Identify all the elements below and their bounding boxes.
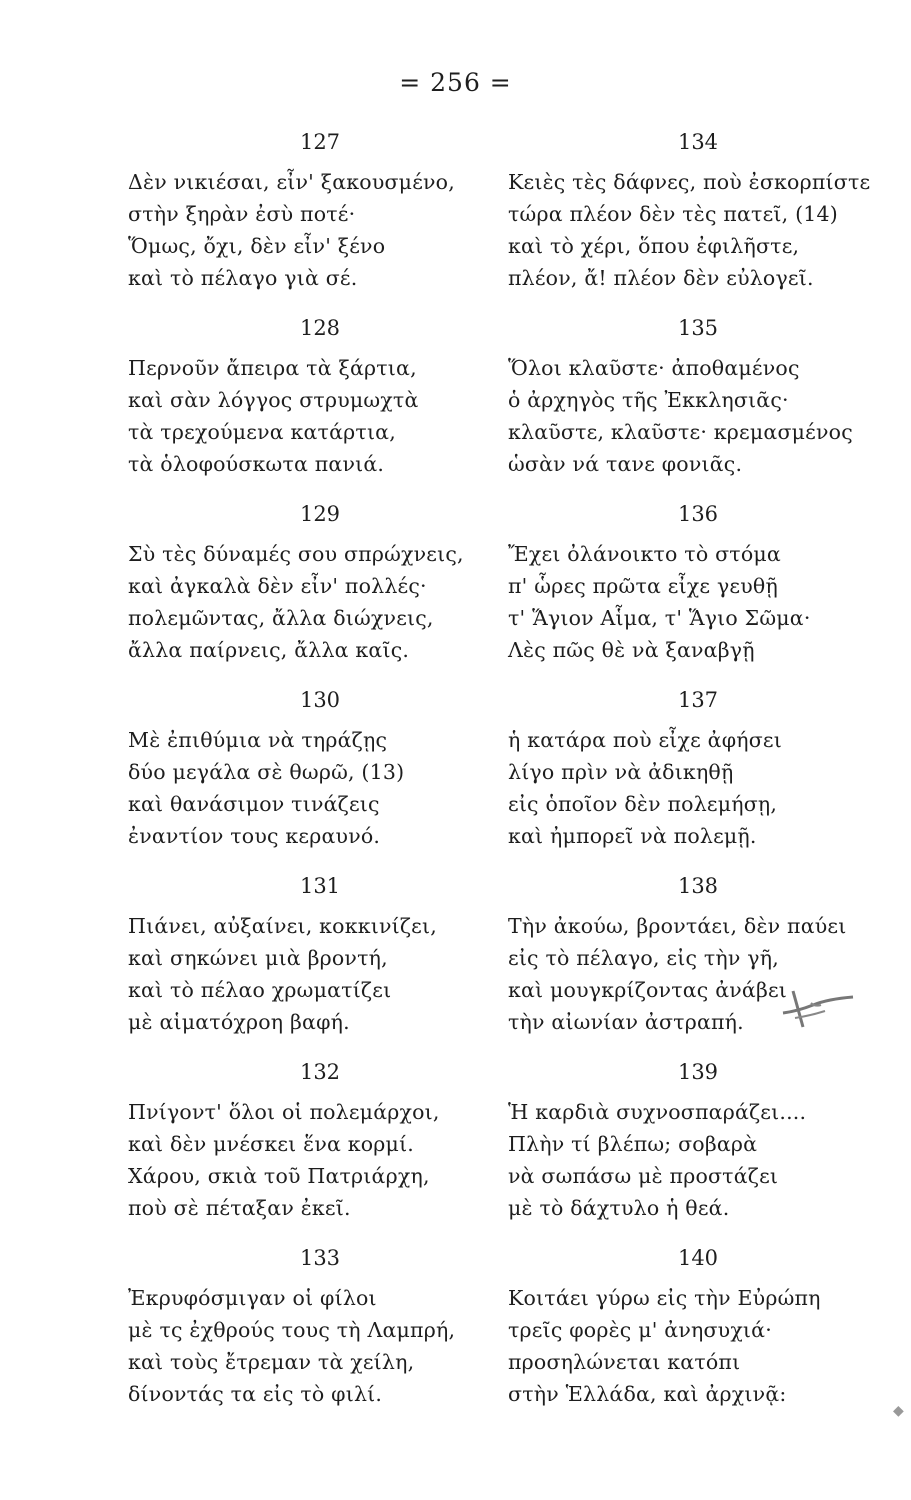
verse-line: καὶ τὸ χέρι, ὅπου ἐφιλῆστε, <box>508 234 800 258</box>
stanza <box>508 1244 888 1410</box>
verse-line: Ὅμως, ὄχι, δὲν εἶν' ξένο <box>128 234 386 258</box>
verse-line: Πιάνει, αὐξαίνει, κοκκινίζει, <box>128 914 437 938</box>
verse-line: νὰ σωπάσω μὲ προστάζει <box>508 1164 779 1188</box>
verse-line: πολεμῶντας, ἄλλα διώχνεις, <box>128 606 434 630</box>
stanza <box>508 500 888 666</box>
verse-line: ποὺ σὲ πέταξαν ἐκεῖ. <box>128 1196 351 1220</box>
stanza-number: 135 <box>677 316 719 340</box>
stanza <box>128 128 520 294</box>
verse-line: Χάρου, σκιὰ τοῦ Πατριάρχη, <box>128 1164 430 1188</box>
verse-line: τὰ τρεχούμενα κατάρτια, <box>128 420 396 444</box>
stanza-number: 139 <box>677 1060 719 1084</box>
verse-line: Πνίγοντ' ὅλοι οἱ πολεμάρχοι, <box>128 1100 440 1124</box>
stanza <box>128 1058 520 1224</box>
verse-line: καὶ τὸ πέλαγο γιὰ σέ. <box>128 266 358 290</box>
verse-line: καὶ σηκώνει μιὰ βροντή, <box>128 946 388 970</box>
stanza <box>128 686 520 852</box>
stanza <box>128 872 520 1038</box>
verse-line: καὶ τοὺς ἔτρεμαν τὰ χείλη, <box>128 1350 415 1374</box>
verse-line: ὡσὰν νά τανε φονιᾶς. <box>508 452 743 476</box>
verse-line: πλέον, ἄ! πλέον δὲν εὐλογεῖ. <box>508 266 814 290</box>
verse-line: μὲ τὸ δάχτυλο ἡ θεά. <box>508 1196 730 1220</box>
verse-line: τρεῖς φορὲς μ' ἀνησυχιά· <box>508 1318 772 1342</box>
verse-line: ὁ ἀρχηγὸς τῆς Ἐκκλησιᾶς· <box>508 388 789 412</box>
verse-line: Τὴν ἀκούω, βροντάει, δὲν παύει <box>508 914 847 938</box>
verse-line: ἐναντίον τους κεραυνό. <box>128 824 381 848</box>
stanza <box>508 314 888 480</box>
verse-line: στὴν ξηρὰν ἐσὺ ποτέ· <box>128 202 356 226</box>
stanza <box>128 500 520 666</box>
stanza-number: 131 <box>299 874 341 898</box>
stanza-number: 134 <box>677 130 719 154</box>
verse-line: καὶ σὰν λόγγος στρυμωχτὰ <box>128 388 419 412</box>
verse-line: καὶ ἀγκαλὰ δὲν εἶν' πολλές· <box>128 574 427 598</box>
verse-line: στὴν Ἑλλάδα, καὶ ἀρχινᾷ: <box>508 1382 787 1406</box>
stanza-number: 128 <box>299 316 341 340</box>
verse-line: καὶ θανάσιμον τινάζεις <box>128 792 380 816</box>
verse-line: Ἔχει ὀλάνοικτο τὸ στόμα <box>508 542 781 566</box>
pencil-mark-icon <box>773 983 863 1033</box>
verse-line: εἰς τὸ πέλαγο, εἰς τὴν γῆ, <box>508 946 779 970</box>
stanza <box>508 1058 888 1224</box>
stanza-number: 130 <box>299 688 341 712</box>
verse-line: εἰς ὁποῖον δὲν πολεμήσῃ, <box>508 792 778 816</box>
verse-line: ἡ κατάρα ποὺ εἶχε ἀφήσει <box>508 728 782 752</box>
stanza-number: 137 <box>677 688 719 712</box>
verse-line: κλαῦστε, κλαῦστε· κρεμασμένος <box>508 420 853 444</box>
verse-line: μὲ αἱματόχροη βαφή. <box>128 1010 350 1034</box>
verse-line: τὴν αἰωνίαν ἀστραπή. <box>508 1010 744 1034</box>
stanza <box>508 128 888 294</box>
stanza-number: 133 <box>299 1246 341 1270</box>
stanza-number: 140 <box>677 1246 719 1270</box>
verse-line: Ἐκρυφόσμιγαν οἱ φίλοι <box>128 1286 377 1310</box>
verse-line: ἄλλα παίρνεις, ἄλλα καῖς. <box>128 638 410 662</box>
verse-line: τ' Ἅγιον Αἷμα, τ' Ἅγιο Σῶμα· <box>508 606 811 630</box>
scan-speck-icon: ◆ <box>893 1403 904 1419</box>
verse-line: Περνοῦν ἄπειρα τὰ ξάρτια, <box>128 356 417 380</box>
verse-line: π' ὧρες πρῶτα εἶχε γευθῇ <box>508 574 778 598</box>
verse-line: Πλὴν τί βλέπω; σοβαρὰ <box>508 1132 758 1156</box>
verse-line: Δὲν νικιέσαι, εἶν' ξακουσμένο, <box>128 170 455 194</box>
verse-line: Ἡ καρδιὰ συχνοσπαράζει.... <box>508 1100 807 1124</box>
stanza-number: 127 <box>299 130 341 154</box>
verse-line: Κειὲς τὲς δάφνες, ποὺ ἐσκορπίστε <box>508 170 871 194</box>
verse-line: Κοιτάει γύρω εἰς τὴν Εὐρώπη <box>508 1286 821 1310</box>
stanza <box>128 314 520 480</box>
verse-line: Μὲ ἐπιθύμια νὰ τηράζῃς <box>128 728 388 752</box>
verse-line: δύο μεγάλα σὲ θωρῶ, (13) <box>128 760 405 784</box>
stanza <box>508 686 888 852</box>
stanza-number: 138 <box>677 874 719 898</box>
verse-line: δίνοντάς τα εἰς τὸ φιλί. <box>128 1382 383 1406</box>
stanza-number: 129 <box>299 502 341 526</box>
stanza <box>128 1244 520 1410</box>
verse-line: Ὅλοι κλαῦστε· ἀποθαμένος <box>508 356 800 380</box>
verse-line: καὶ μουγκρίζοντας ἀνάβει <box>508 978 788 1002</box>
verse-line: καὶ τὸ πέλαο χρωματίζει <box>128 978 392 1002</box>
verse-line: τὰ ὁλοφούσκωτα πανιά. <box>128 452 385 476</box>
stanza-number: 132 <box>299 1060 341 1084</box>
verse-line: Σὺ τὲς δύναμές σου σπρώχνεις, <box>128 542 464 566</box>
verse-line: λίγο πρὶν νὰ ἀδικηθῇ <box>508 760 734 784</box>
stanza-number: 136 <box>677 502 719 526</box>
page-number: = 256 = <box>399 68 512 97</box>
verse-line: καὶ ἠμπορεῖ νὰ πολεμῇ. <box>508 824 757 848</box>
verse-line: μὲ τς ἐχθρούς τους τὴ Λαμπρή, <box>128 1318 456 1342</box>
verse-line: τώρα πλέον δὲν τὲς πατεῖ, (14) <box>508 202 838 226</box>
verse-line: καὶ δὲν μνέσκει ἕνα κορμί. <box>128 1132 415 1156</box>
verse-line: Λὲς πῶς θὲ νὰ ξαναβγῇ <box>508 638 755 662</box>
verse-line: προσηλώνεται κατόπι <box>508 1350 741 1374</box>
